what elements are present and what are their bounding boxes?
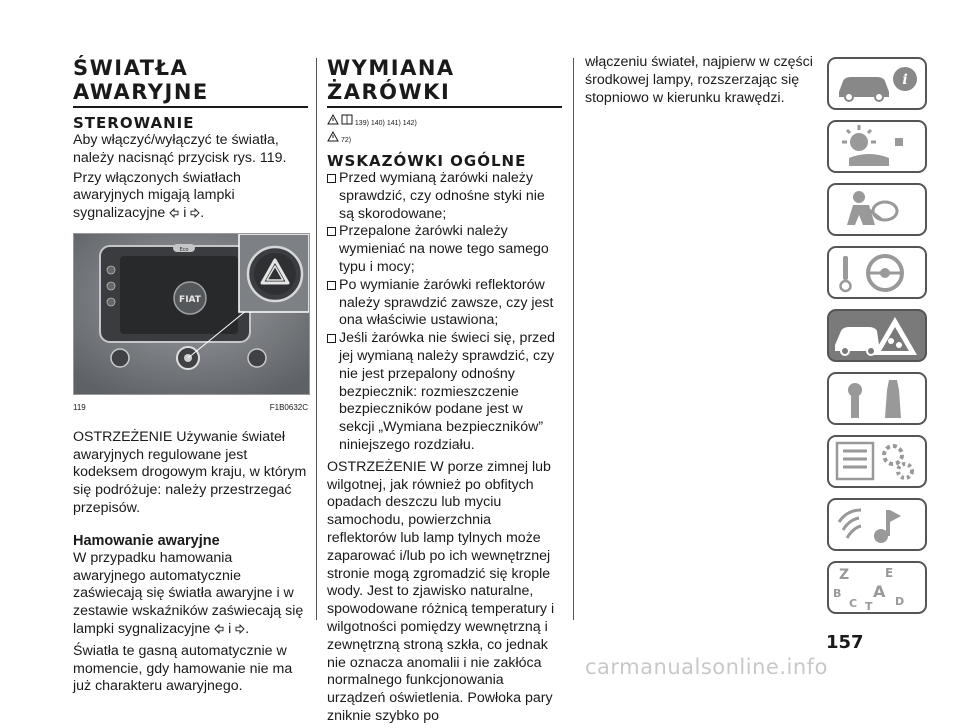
car-info-tab[interactable]: [827, 57, 927, 110]
subsection-title-control: STEROWANIE: [73, 114, 195, 132]
airbag-icon: [829, 185, 925, 234]
paragraph-press-button: Aby włączyć/wyłączyć te światła, należy nacisnąć przycisk rys. 119.: [73, 132, 287, 166]
figure-caption: [73, 399, 308, 417]
svg-text:C: C: [849, 597, 858, 610]
index-tab[interactable]: [827, 561, 927, 614]
paragraph-warning-lights: Przy włączonych światłach awaryjnych migają lampki sygnalizacyjne i .: [73, 169, 241, 222]
figure-hazard-button: [73, 233, 310, 395]
caution-triangle-icon: [327, 131, 339, 142]
svg-text:A: A: [873, 582, 886, 601]
paragraph-condensation-warning: OSTRZEŻENIE W porze zimnej lub wilgotnej, jak również po obfitych opadach deszczu lub myciu samochodu, powierzchnia reflektorów lub lamp tylnych może zaparować i/lub po ich wewnętrznej stronie mogą zgromadzić się krople wody. Jest to zjawisko naturalne, spowodowane różnicą temperatury i wilgotności pomiędzy wewnętrzną i zewnętrzną stroną szkła, co jednak nie oznacza anomalii i nie zakłóca normalnego funkcjonowania urządzeń oświetlenia. Powłoka pary zniknie szybko po: [327, 458, 555, 724]
chapter-tabs: [827, 57, 927, 624]
svg-text:D: D: [895, 595, 905, 608]
svg-text:i: i: [902, 72, 908, 88]
caution-reference-numbers: 72): [340, 137, 352, 144]
square-bullet-icon: [327, 223, 339, 276]
column-divider-2: [573, 58, 574, 620]
column-2: [327, 56, 562, 728]
multimedia-tab[interactable]: [827, 498, 927, 551]
list-item: Po wymianie żarówki reflektorów należy sprawdzić zawsze, czy jest ona właściwie ustawiona;: [327, 277, 562, 330]
column-1: [73, 56, 308, 698]
svg-text:T: T: [865, 600, 873, 612]
lights-tab[interactable]: [827, 120, 927, 173]
section-title-hazard-lights: ŚWIATŁA AWARYJNE: [73, 56, 308, 108]
warning-reference-numbers: 139) 140) 141) 142): [354, 120, 417, 127]
fiat-logo-text: FIAT: [179, 294, 201, 305]
alphabet-icon: [829, 563, 925, 612]
subsection-title-general-tips: WSKAZÓWKI OGÓLNE: [327, 152, 527, 170]
column-3: [585, 54, 820, 109]
square-bullet-icon: [327, 330, 339, 455]
music-icon: [829, 500, 925, 549]
car-info-icon: [829, 59, 925, 108]
maintenance-tab[interactable]: [827, 372, 927, 425]
steering-wheel-icon: [829, 248, 925, 297]
turn-right-arrow-icon: [235, 624, 245, 634]
gears-icon: [829, 437, 925, 486]
svg-text:E: E: [885, 566, 894, 580]
figure-number: 119: [73, 402, 86, 412]
figure-code: F1B0632C: [269, 402, 308, 412]
list-item: Przepalone żarówki należy wymieniać na nowe tego samego typu i mocy;: [327, 223, 562, 276]
list-item: Jeśli żarówka nie świeci się, przed jej wymianą należy sprawdzić, czy nie jest przepalony odnośny bezpiecznik: rozmieszczenie bezpieczników podane jest w sekcji „Wymiana bezpieczników” niniejszego rozdziału.: [327, 330, 562, 455]
paragraph-lights-off: Światła te gasną automatycznie w momencie, gdy hamowanie nie ma już charakteru awaryjnego.: [73, 642, 293, 695]
warning-car-icon: [829, 311, 925, 360]
turn-left-arrow-icon: [169, 208, 179, 218]
list-item: Przed wymianą żarówki należy sprawdzić, czy odnośne styki nie są skorodowane;: [327, 170, 562, 223]
section-title-bulb-replacement: WYMIANA ŻARÓWKI: [327, 56, 562, 108]
turn-left-arrow-icon: [214, 624, 224, 634]
dashboard-illustration: [74, 234, 309, 394]
subsection-title-emergency-braking: Hamowanie awaryjne: [73, 532, 220, 549]
paragraph-emergency-braking: W przypadku hamowania awaryjnego automatycznie zaświecają się światła awaryjne i w zestawie wskaźników zaświecają się lampki sygnalizacyjne i .: [73, 549, 304, 637]
warning-triangle-icon: [327, 114, 339, 125]
technical-data-tab[interactable]: [827, 435, 927, 488]
starting-driving-tab[interactable]: [827, 246, 927, 299]
column-divider-1: [316, 58, 317, 620]
emergency-tab[interactable]: [827, 309, 927, 362]
warning-references: [327, 114, 562, 148]
eco-label: Eco: [179, 246, 189, 253]
square-bullet-icon: [327, 170, 339, 223]
turn-right-arrow-icon: [190, 208, 200, 218]
square-bullet-icon: [327, 277, 339, 330]
watermark: carmanualsonline.info: [585, 655, 828, 679]
paragraph-warning-road-code: OSTRZEŻENIE Używanie świateł awaryjnych regulowane jest kodeksem drogowym kraju, w którym się podróżuje: należy przestrzegać przepisów.: [73, 428, 307, 516]
wrench-icon: [829, 374, 925, 423]
lights-icon: [829, 122, 925, 171]
svg-text:Z: Z: [839, 567, 850, 583]
page-number: 157: [826, 632, 864, 653]
paragraph-condensation-continued: włączeniu świateł, najpierw w części środkowej lampy, rozszerzając się stopniowo w kierunku krawędzi.: [585, 54, 813, 106]
book-icon: [341, 114, 353, 125]
safety-tab[interactable]: [827, 183, 927, 236]
svg-text:B: B: [833, 587, 842, 600]
